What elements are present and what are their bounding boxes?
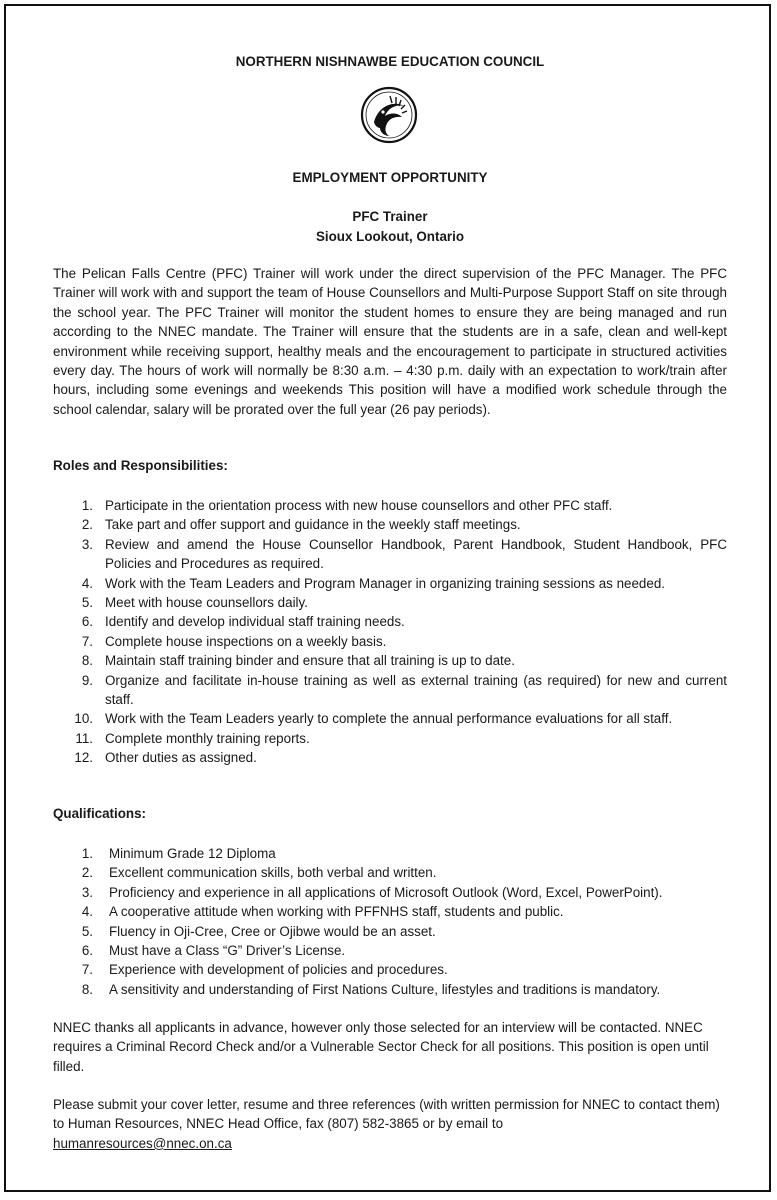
list-item: 5. Meet with house counsellors daily. [81,595,308,611]
submission-instructions [53,1095,727,1153]
applicant-notice: NNEC thanks all applicants in advance, however only those selected for an interview will be contacted. NNEC requires a Criminal Record Check and/or a Vulnerable Sector Check for all positions. This position is open until filled. [53,1020,709,1074]
submission-text: Please submit your cover letter, resume and three references (with written permission for NNEC to contact them) to Human Resources, NNEC Head Office, fax (807) 582-3865 or by email to [53,1097,720,1132]
list-item: 8. Maintain staff training binder and ensure that all training is up to date. [81,653,515,669]
list-item: 2. Excellent communication skills, both verbal and written. [81,865,437,881]
organization-name: NORTHERN NISHNAWBE EDUCATION COUNCIL [235,54,545,69]
list-item: 10. Work with the Team Leaders yearly to complete the annual performance evaluations for all staff. [74,711,673,727]
list-item: 8. A sensitivity and understanding of First Nations Culture, lifestyles and traditions is mandatory. [81,981,661,997]
list-item: 2. Take part and offer support and guidance in the weekly staff meetings. [81,517,521,533]
list-item: 3. Proficiency and experience in all applications of Microsoft Outlook (Word, Excel, PowerPoint). [81,884,663,900]
job-title: PFC Trainer [352,209,428,224]
list-item: 7. Experience with development of policies and procedures. [81,962,448,978]
list-item: 1. Minimum Grade 12 Diploma [81,846,276,861]
list-item: 6. Identify and develop individual staff training needs. [81,614,405,630]
list-item: 4. Work with the Team Leaders and Program Manager in organizing training sessions as needed. [81,575,665,591]
list-item: 1. Participate in the orientation process with new house counsellors and other PFC staff. [81,498,613,513]
job-heading [53,207,727,247]
list-item: 9. Organize and facilitate in-house training as well as external training (as required) for new and current staff. [81,672,727,708]
intro-paragraph: The Pelican Falls Centre (PFC) Trainer will work under the direct supervision of the PFC Manager. The PFC Trainer will work with and support the team of House Counsellors and Multi-Purpose Support Staff on site through the school year. The PFC Trainer will monitor the student homes to ensure they are being managed and run according to the NNEC mandate. The Trainer will ensure that the students are in a safe, clean and well-kept environment while receiving support, healthy meals and the encouragement to participate in structured activities every day. The hours of work will normally be 8:30 a.m. – 4:30 p.m. daily with an expectation to work/train after hours, including some evenings and weekends This position will have a modified work schedule through the school calendar, salary will be prorated over the full year (26 pay periods). [53,266,727,417]
qualifications-heading: Qualifications: [53,806,147,821]
qualifications-list [53,844,727,999]
roles-heading: Roles and Responsibilities: [53,458,228,473]
nnec-bird-emblem-icon [360,86,418,144]
job-location: Sioux Lookout, Ontario [315,229,465,244]
email-link[interactable]: humanresources@nnec.on.ca [53,1135,232,1151]
list-item: 3. Review and amend the House Counsellor Handbook, Parent Handbook, Student Handbook, PFC Policies and Procedures as required. [81,536,727,572]
list-item: 12. Other duties as assigned. [74,750,257,766]
list-item: 4. A cooperative attitude when working with PFFNHS staff, students and public. [81,904,564,920]
list-item: 7. Complete house inspections on a weekly basis. [81,633,387,649]
list-item: 6. Must have a Class “G” Driver’s License. [81,943,346,959]
list-item: 11. Complete monthly training reports. [75,730,310,746]
list-item: 5. Fluency in Oji-Cree, Cree or Ojibwe would be an asset. [81,923,436,939]
posting-type: EMPLOYMENT OPPORTUNITY [292,170,488,185]
roles-list [53,496,727,768]
